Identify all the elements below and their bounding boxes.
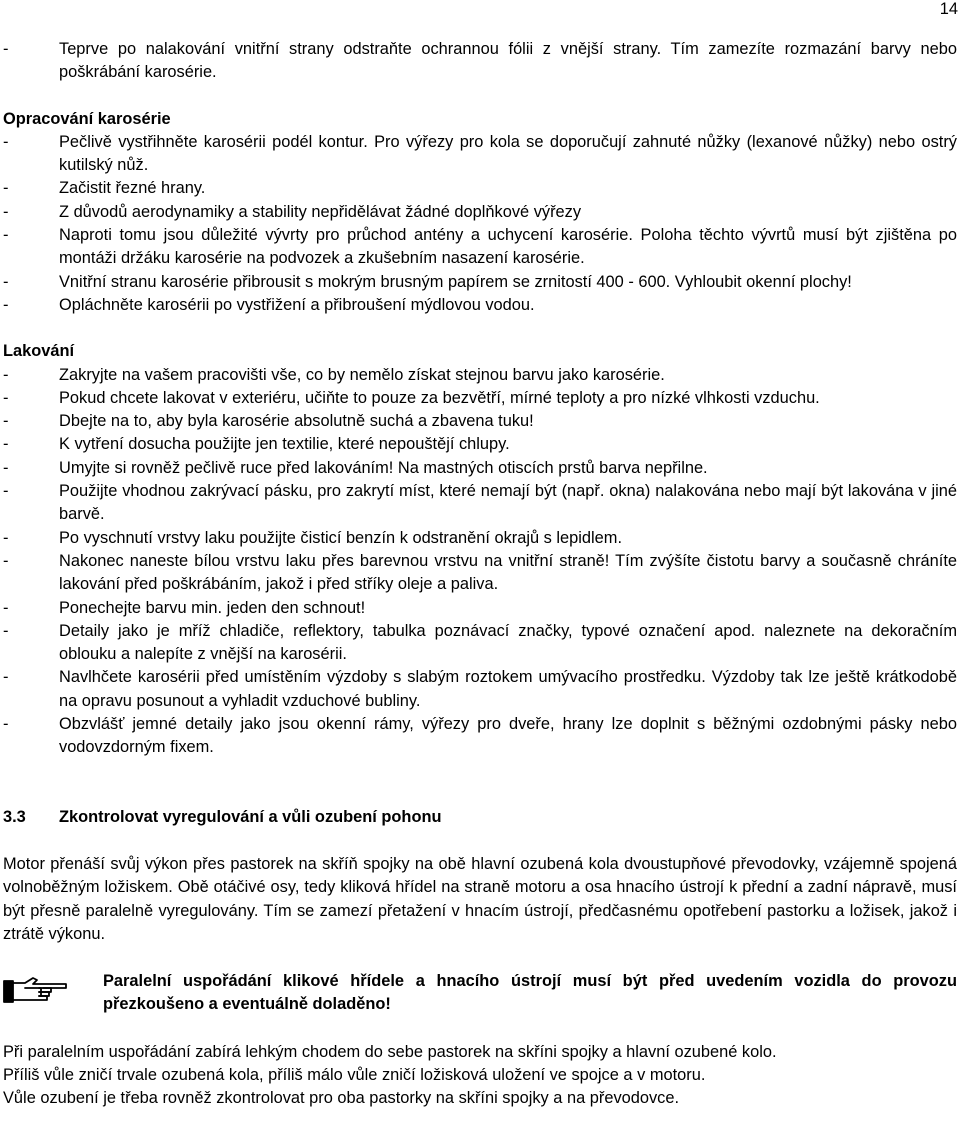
list-item bbox=[3, 201, 957, 224]
list-item-text: Naproti tomu jsou důležité vývrty pro průchod antény a uchycení karosérie. Poloha těchto vývrtů musí být zjištěna po montáži držáku karosérie na podvozek a zkušebním nasazení karosérie. bbox=[59, 226, 957, 268]
list-item-text: K vytření dosucha použijte jen textilie, které nepouštějí chlupy. bbox=[59, 435, 510, 454]
list-item bbox=[3, 271, 957, 294]
list-item-text: Detaily jako je mříž chladiče, reflektory, tabulka poznávací značky, typové označení apod. naleznete na dekoračním oblouku a nalepíte z vnější na karosérii. bbox=[59, 621, 957, 664]
list-item-text: Opláchněte karosérii po vystřižení a přibroušení mýdlovou vodou. bbox=[59, 295, 535, 314]
section-title-gear-check bbox=[3, 806, 957, 829]
section-title: Zkontrolovat vyregulování a vůli ozubení pohonu bbox=[59, 807, 442, 826]
section-number: 3.3 bbox=[3, 807, 26, 826]
list-item bbox=[3, 527, 957, 550]
list-item-text: Ponechejte barvu min. jeden den schnout! bbox=[59, 598, 366, 617]
notice-text: Paralelní uspořádání klikové hřídele a hnacího ústrojí musí být před uvedením vozidla do provozu přezkoušeno a eventuálně doladěno! bbox=[103, 972, 957, 1014]
list-item bbox=[3, 713, 957, 760]
list-marker: - bbox=[3, 226, 9, 245]
list-item-text: Nakonec naneste bílou vrstvu laku přes barevnou vrstvu na vnitřní straně! Tím zvýšíte čistotu barvy a současně chráníte lakování před poškrábáním, jakož i před stříky oleje a paliva. bbox=[59, 551, 957, 594]
pointing-hand-icon bbox=[3, 970, 103, 1012]
list-marker: - bbox=[3, 715, 9, 734]
section-heading-body-work: Opracování karosérie bbox=[3, 109, 171, 128]
list-marker: - bbox=[3, 435, 9, 454]
intro-list bbox=[3, 38, 957, 85]
list-item-text: Použijte vhodnou zakrývací pásku, pro zakrytí míst, které nemají být (např. okna) nalakována nebo mají být lakována v jiné barvě. bbox=[59, 482, 957, 524]
list-item-text: Začistit řezné hrany. bbox=[59, 179, 206, 198]
list-item bbox=[3, 620, 957, 667]
list-item bbox=[3, 480, 957, 527]
list-marker: - bbox=[3, 132, 9, 151]
drive-paragraph: Motor přenáší svůj výkon přes pastorek na skříň spojky na obě hlavní ozubená kola dvoustupňové převodovky, vzájemně spojená volnoběžným ložiskem. Obě otáčivé osy, tedy kliková hřídel na straně motoru a osa hnacího ústrojí k přední a zadní nápravě, musí být přesně paralelně vyregulovány. Tím se zamezí přetažení v hnacím ústrojí, předčasnému opotřebení pastorku a ložisek, jakož i ztrátě výkonu. bbox=[3, 854, 957, 943]
list-marker: - bbox=[3, 388, 9, 407]
list-item-text: Dbejte na to, aby byla karosérie absolutně suchá a zbavena tuku! bbox=[59, 412, 534, 431]
closing-line: Při paralelním uspořádání zabírá lehkým chodem do sebe pastorek na skříni spojky a hlavní ozubené kolo. bbox=[3, 1042, 777, 1061]
list-item bbox=[3, 131, 957, 178]
list-marker: - bbox=[3, 295, 9, 314]
list-item-text: Obzvlášť jemné detaily jako jsou okenní rámy, výřezy pro dveře, hrany lze doplnit s běžnými ozdobnými pásky nebo vodovzdorným fixem. bbox=[59, 715, 957, 757]
list-marker: - bbox=[3, 551, 9, 570]
list-item-text: Pečlivě vystřihněte karosérii podél kontur. Pro výřezy pro kola se doporučují zahnuté nůžky (lexanové nůžky) nebo ostrý kutilský nůž. bbox=[59, 132, 957, 175]
intro-item bbox=[3, 38, 957, 85]
list-marker: - bbox=[3, 598, 9, 617]
list-item bbox=[3, 177, 957, 200]
list-item bbox=[3, 410, 957, 433]
list-item-text: Zakryjte na vašem pracovišti vše, co by nemělo získat stejnou barvu jako karosérie. bbox=[59, 365, 665, 384]
list-marker: - bbox=[3, 40, 9, 58]
list-marker: - bbox=[3, 621, 9, 640]
list-item bbox=[3, 597, 957, 620]
list-marker: - bbox=[3, 528, 9, 547]
closing-line: Příliš vůle zničí trvale ozubená kola, příliš málo vůle zničí ložisková uložení ve spojce a v motoru. bbox=[3, 1065, 706, 1084]
closing-lines bbox=[3, 1041, 957, 1111]
list-item-text: Navlhčete karosérii před umístěním výzdoby s slabým roztokem umývacího prostředku. Výzdoby tak lze ještě krátkodobě na opravu posunout a vyhladit vzduchové bubliny. bbox=[59, 668, 957, 710]
list-item-text: Pokud chcete lakovat v exteriéru, učiňte to pouze za bezvětří, mírné teploty a pro nízké vlhkosti vzduchu. bbox=[59, 388, 820, 407]
list-marker: - bbox=[3, 365, 9, 384]
list-marker: - bbox=[3, 179, 9, 198]
list-item bbox=[3, 364, 957, 387]
list-item bbox=[3, 433, 957, 456]
list-item bbox=[3, 294, 957, 317]
list-item bbox=[3, 666, 957, 713]
list-marker: - bbox=[3, 202, 9, 221]
painting-list bbox=[3, 364, 957, 760]
list-item bbox=[3, 457, 957, 480]
section-heading-painting: Lakování bbox=[3, 342, 75, 361]
list-item bbox=[3, 550, 957, 597]
body-work-list bbox=[3, 131, 957, 317]
list-item-text: Z důvodů aerodynamiky a stability nepřidělávat žádné doplňkové výřezy bbox=[59, 202, 582, 221]
list-marker: - bbox=[3, 272, 9, 291]
list-item-text: Vnitřní stranu karosérie přibrousit s mokrým brusným papírem se zrnitostí 400 - 600. Vyhloubit okenní plochy! bbox=[59, 272, 852, 291]
list-item-text: Umyjte si rovněž pečlivě ruce před lakováním! Na mastných otiscích prstů barva nepřilne. bbox=[59, 458, 708, 477]
notice-box bbox=[3, 970, 957, 1017]
list-marker: - bbox=[3, 482, 9, 501]
page-number: 14 bbox=[939, 0, 958, 18]
list-item bbox=[3, 224, 957, 271]
document-body bbox=[3, 38, 957, 1111]
list-marker: - bbox=[3, 412, 9, 431]
list-item-text: Teprve po nalakování vnitřní strany odstraňte ochrannou fólii z vnější strany. Tím zamezíte rozmazání barvy nebo poškrábání karosérie. bbox=[59, 40, 957, 82]
closing-line: Vůle ozubení je třeba rovněž zkontrolovat pro oba pastorky na skříni spojky a na převodovce. bbox=[3, 1089, 680, 1108]
list-marker: - bbox=[3, 458, 9, 477]
list-marker: - bbox=[3, 668, 9, 687]
list-item-text: Po vyschnutí vrstvy laku použijte čisticí benzín k odstranění okrajů s lepidlem. bbox=[59, 528, 623, 547]
list-item bbox=[3, 387, 957, 410]
